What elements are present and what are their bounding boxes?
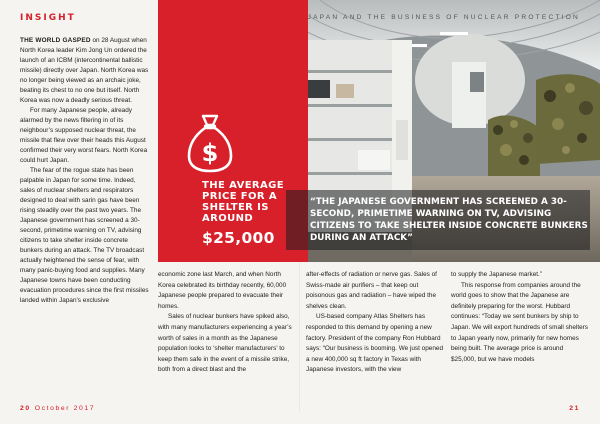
folio-left: [20, 405, 95, 412]
article-paragraph-5: US-based company Atlas Shelters has responded to this demand by opening a new factory. President of the company Ron Hubbard says: “Our business is booming. We just opened a new 400,000 sq ft factory in Texas with Japanese investors, with the view: [306, 313, 443, 374]
article-column-1: [20, 36, 152, 306]
article-paragraph-5-continued: to supply the Japanese market.”: [451, 271, 542, 278]
page-number-right: 21: [569, 405, 580, 412]
price-callout-label: THE AVERAGE PRICE FOR A SHELTER IS AROUND: [202, 180, 285, 224]
money-bag-icon: [186, 112, 234, 174]
section-tag: INSIGHT: [20, 13, 76, 23]
page-number-left: 20: [20, 405, 31, 412]
paragraph-1-text: on 28 August when North Korea leader Kim Jong Un ordered the launch of an ICBM (intercontinental ballistic missile) directly over Japan. North Korea was no longer being viewed as an archaic joke, beating its chest to no one but itself. North Korea was now a deadly serious threat.: [20, 37, 149, 104]
article-paragraph-1: [20, 36, 152, 106]
page-gutter: [299, 262, 300, 412]
dollar-sign: $: [201, 139, 219, 167]
article-paragraph-6: This response from companies around the world goes to show that the Japanese are definitely preparing for the worst. Hubbard continues: “Today we sent bunkers by ship to Japan. We will export hundreds of small shelters to Japan yearly now, primarily for new homes being built. The average price is around $25,000, but we have models: [451, 281, 588, 363]
article-column-4: [451, 270, 589, 365]
article-paragraph-4-continued: after-effects of radiation or nerve gas. Sales of Swiss-made air purifiers – that keep out poisonous gas and radiation – have wiped the shelves clean.: [306, 271, 437, 310]
price-callout-value: $25,000: [202, 229, 275, 247]
article-paragraph-3-continued: economic zone last March, and when North Korea celebrated its birthday recently, 60,000 Japanese people prepared to evacuate their homes.: [158, 271, 287, 310]
lead-in: THE WORLD GASPED: [20, 37, 91, 44]
running-head: JAPAN AND THE BUSINESS OF NUCLEAR PROTECTION: [307, 14, 580, 21]
pull-quote: “THE JAPANESE GOVERNMENT HAS SCREENED A 30-SECOND, PRIMETIME WARNING ON TV, ADVISING CITIZENS TO TAKE SHELTER INSIDE CONCRETE BUNKERS DURING AN ATTACK”: [310, 197, 588, 243]
article-paragraph-2: For many Japanese people, already alarmed by the news filtering in of its neighbour’s supposed nuclear threat, the missile that flew over their heads this August confirmed their very worst fears. North Korea could hurt Japan.: [20, 107, 148, 164]
article-paragraph-3: The fear of the rogue state has been palpable in Japan for some time. Indeed, sales of nuclear shelters and respirators designed to deal with sarin gas have been rising steadily over the past two years. The Japanese government has screened a 30-second, primetime warning on TV, advising citizens to take shelter inside concrete bunkers during an attack. The TV broadcast actually heightened the sense of fear, with many panic-buying food and supplies. Many Japanese towns have been conducting evacuation procedures since the first missiles landed within Japan’s exclusive: [20, 167, 149, 304]
article-column-2: [158, 270, 296, 376]
article-column-3: [306, 270, 444, 376]
issue-date: October 2017: [34, 405, 96, 412]
article-paragraph-4: Sales of nuclear bunkers have spiked also, with many manufacturers experiencing a year’s worth of sales in a month as the Japanese population looks to ‘shelter manufacturers’ to keep them safe in the event of a missile strike, both from a direct blast and the: [158, 313, 292, 374]
